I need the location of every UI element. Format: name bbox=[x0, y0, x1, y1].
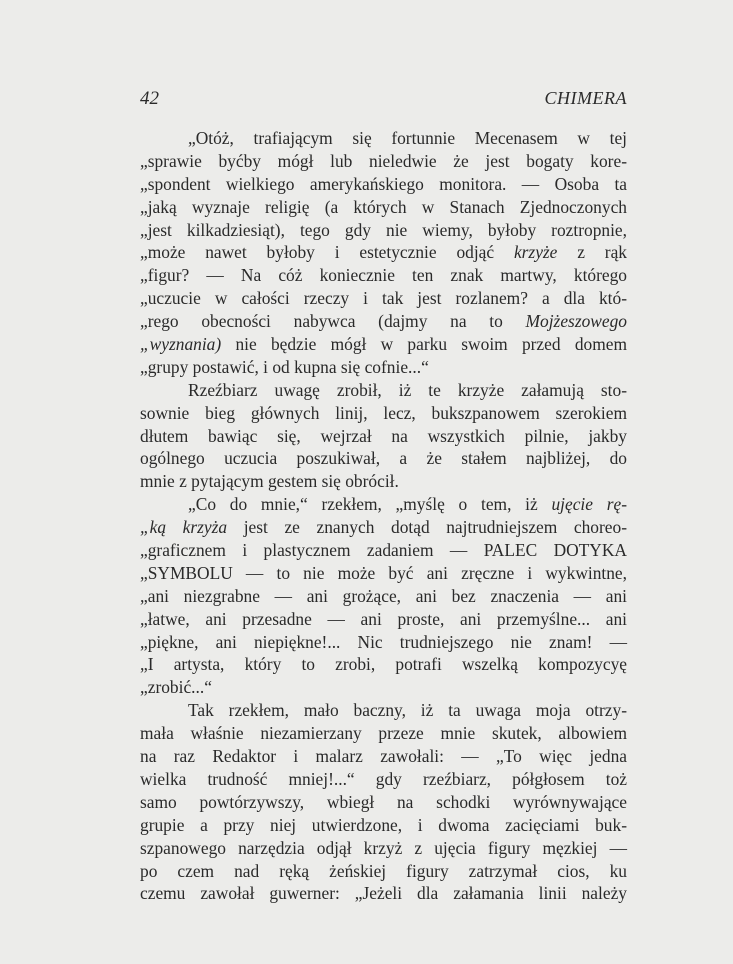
text-line: „może nawet byłoby i estetycznie odjąć krzyże z rąk bbox=[140, 242, 627, 263]
text-line: „jaką wyznaje religię (a których w Stanach Zjednoczonych bbox=[140, 196, 627, 217]
text-line: „SYMBOLU — to nie może być ani zręczne i wykwintne, bbox=[140, 562, 627, 583]
running-title: CHIMERA bbox=[544, 88, 627, 108]
text-line: mnie z pytającym gestem się obrócił. bbox=[140, 471, 399, 492]
text-line: „uczucie w całości rzeczy i tak jest rozlanem? a dla któ- bbox=[140, 288, 627, 309]
text-line: „wyznania) nie będzie mógł w parku swoim przed domem bbox=[140, 334, 627, 355]
text-line: po czem nad ręką żeńskiej figury zatrzymał cios, ku bbox=[140, 860, 627, 881]
text-line: czemu zawołał guwerner: „Jeżeli dla załamania linii należy bbox=[140, 883, 627, 904]
emphasis: Mojżeszowego bbox=[525, 311, 627, 332]
text-line: sownie bieg głównych linij, lecz, bukszpanowem szerokiem bbox=[140, 402, 627, 423]
text-line: „spondent wielkiego amerykańskiego monitora. — Osoba ta bbox=[140, 173, 627, 194]
text-line: „Otóż, trafiającym się fortunnie Mecenasem w tej bbox=[188, 128, 627, 148]
text-line: szpanowego narzędzia odjął krzyż z ujęcia figury męzkiej — bbox=[140, 837, 627, 858]
emphasis: krzyże bbox=[513, 242, 558, 263]
text-line: „sprawie byćby mógł lub nieledwie że jest bogaty kore- bbox=[140, 150, 627, 171]
text-line: „piękne, ani niepiękne!... Nic trudniejszego nie znam! — bbox=[140, 631, 627, 652]
text-line: Tak rzekłem, mało baczny, iż ta uwaga moja otrzy- bbox=[188, 700, 627, 721]
text-line: „zrobić...“ bbox=[140, 677, 212, 698]
body-text bbox=[140, 127, 627, 905]
text-line: grupie a przy niej utwierdzone, i dwoma zacięciami buk- bbox=[140, 814, 627, 835]
text-line: „ką krzyża jest ze znanych dotąd najtrudniejszem choreo- bbox=[140, 517, 627, 538]
emphasis: „wyznania) bbox=[140, 334, 222, 355]
emphasis: „ką krzyża bbox=[140, 517, 228, 538]
text-line: „łatwe, ani przesadne — ani proste, ani przemyślne... ani bbox=[140, 608, 627, 629]
text-line: „grupy postawić, i od kupna się cofnie...“ bbox=[140, 356, 429, 377]
text-line: „I artysta, który to zrobi, potrafi wszelką kompozycyę bbox=[140, 654, 627, 675]
text-line: ogólnego uczucia poszukiwał, a że stałem najbliżej, do bbox=[140, 448, 627, 469]
text-line: „figur? — Na cóż koniecznie ten znak martwy, którego bbox=[140, 265, 627, 286]
text-line: samo powtórzywszy, wbiegł na schodki wyrównywające bbox=[140, 791, 627, 812]
page-number: 42 bbox=[140, 88, 159, 109]
text-line: „graficznem i plastycznem zadaniem — PALEC DOTYKA bbox=[140, 540, 627, 561]
text-line: „ani niezgrabne — ani grożące, ani bez znaczenia — ani bbox=[140, 585, 627, 606]
emphasis: ujęcie rę- bbox=[551, 494, 628, 515]
text-line: „Co do mnie,“ rzekłem, „myślę o tem, iż ujęcie rę- bbox=[188, 494, 628, 515]
text-line: mała właśnie niezamierzany przeze mnie skutek, albowiem bbox=[140, 723, 627, 744]
text-line: dłutem bawiąc się, wejrzał na wszystkich pilnie, jakby bbox=[140, 425, 627, 446]
text-line: na raz Redaktor i malarz zawołali: — „To więc jedna bbox=[140, 746, 627, 767]
text-line: „rego obecności nabywca (dajmy na to Mojżeszowego bbox=[140, 311, 627, 332]
page-header bbox=[140, 88, 627, 116]
text-line: wielka trudność mniej!...“ gdy rzeźbiarz, półgłosem toż bbox=[140, 768, 627, 789]
text-line: Rzeźbiarz uwagę zrobił, iż te krzyże załamują sto- bbox=[188, 379, 627, 400]
text-line: „jest kilkadziesiąt), tego gdy nie wiemy, byłoby roztropnie, bbox=[140, 219, 627, 240]
